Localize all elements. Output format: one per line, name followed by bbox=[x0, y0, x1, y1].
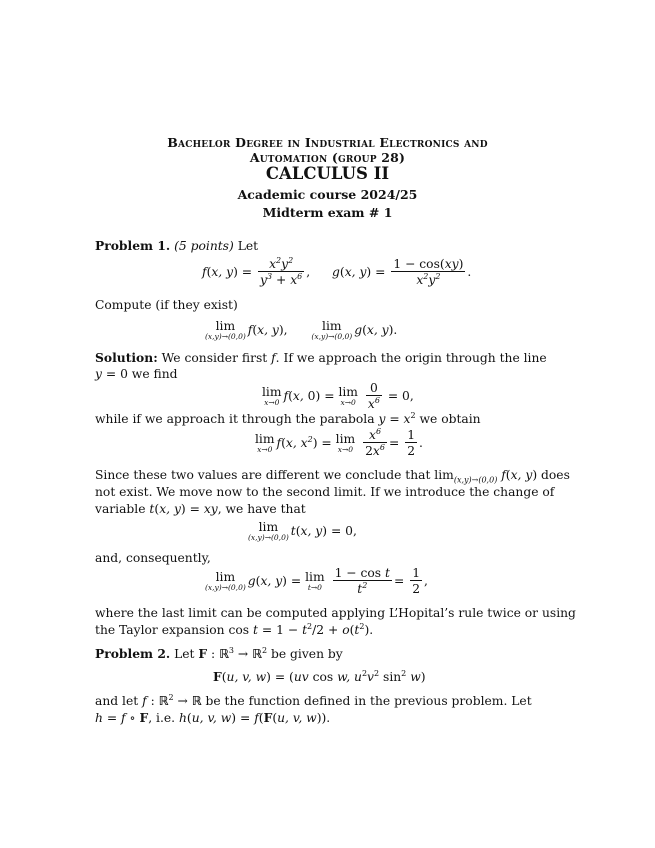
solution-line-2: y = 0 we find bbox=[95, 367, 178, 381]
problem2-label: Problem 2. bbox=[95, 646, 171, 661]
f-definition: f(x, y) = $\frac{x^2y^2}{y^3 + x^6}$ , bbox=[202, 256, 311, 288]
degree-line-1: Bachelor Degree in Industrial Electronics and bbox=[167, 135, 488, 150]
problem1-label: Problem 1. bbox=[95, 238, 171, 253]
problem1-points: (5 points) bbox=[174, 239, 234, 253]
solution-eq-2: lim x→0 f(x, $x^2$) = lim x→0 $\frac{x^6}{2x^6}$ = $\frac{1}{2}$ . bbox=[255, 427, 423, 459]
solution-eq-4: lim (x,y)→(0,0) g(x, y) = lim t→0 $\frac{\text{1 − cos t}}{t^2}$ = $\frac{1}{2}$ , bbox=[205, 566, 428, 597]
degree-line-2: Automation (group 28) bbox=[249, 150, 406, 165]
solution-line-4: Since these two values are different we conclude that $\lim_{(x,y)\to(0,0)} f(x$, y) does bbox=[95, 468, 570, 485]
problem2-line-1: Problem 2. Let F : ℝ$^3$ → ℝ$^2$ be given by bbox=[95, 646, 343, 661]
solution-line-7: and, consequently, bbox=[95, 551, 211, 565]
solution-line-9: the Taylor expansion $\cos t = 1 - t^2/2 + o(t^2)$. bbox=[95, 622, 374, 637]
problem1-heading bbox=[95, 240, 258, 252]
problem2-line-3: h = f ∘ F, i.e. h(u, v, w) = f(F(u, v, w)). bbox=[95, 710, 331, 725]
solution-eq-3: lim (x,y)→(0,0) t(x, y) = 0, bbox=[248, 520, 357, 543]
page-title: CALCULUS II bbox=[265, 164, 390, 183]
solution-line-6: variable t(x, y) = xy, we have that bbox=[95, 502, 306, 516]
solution-label: Solution: bbox=[95, 350, 158, 365]
solution-line-5: not exist. We move now to the second limit. If we introduce the change of bbox=[95, 485, 555, 499]
solution-eq-1: lim x→0 f(x, 0) = lim x→0 $\frac{0}{x^6}$ = 0, bbox=[262, 381, 414, 412]
problem1-limits: lim (x,y)→(0,0) f(x, y), lim (x,y)→(0,0) g(x, y). bbox=[205, 319, 398, 342]
solution-line-1: Solution: We consider first f. If we approach the origin through the line bbox=[95, 350, 547, 365]
problem1-definitions bbox=[202, 258, 471, 287]
problem1-compute-text: Compute (if they exist) bbox=[95, 298, 238, 312]
problem2-line-2: and let f : ℝ$^2$ → ℝ be the function defined in the previous problem. Let bbox=[95, 693, 532, 708]
g-definition: g(x, y) = $\frac{1 - \cos(xy)}{x^2y^2}$ . bbox=[332, 257, 472, 288]
problem2-eq-1: F(u, v, w) = (uv cos w, $u^2v^2$ $\sin^2 w$) bbox=[213, 669, 426, 684]
solution-line-8: where the last limit can be computed applying L’Hopital’s rule twice or using bbox=[95, 606, 576, 620]
academic-course: Academic course 2024/25 bbox=[237, 187, 418, 202]
problem1-intro: Let bbox=[237, 239, 259, 253]
solution-line-3: while if we approach it through the parabola $y = x^2$ we obtain bbox=[95, 411, 481, 426]
exam-title: Midterm exam # 1 bbox=[262, 205, 393, 220]
